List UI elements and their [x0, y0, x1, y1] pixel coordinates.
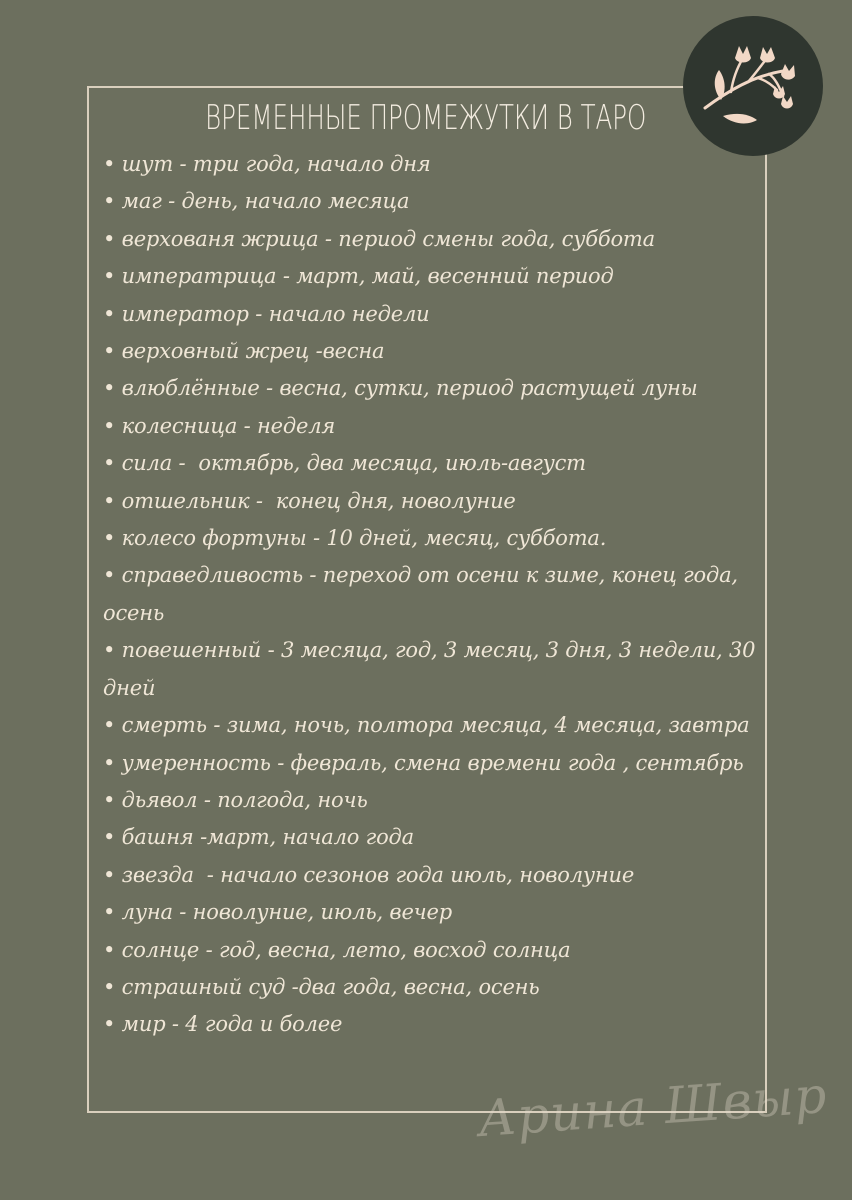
bullet: • — [103, 451, 116, 476]
list-item-text: солнце - год, весна, лето, восход солнца — [121, 937, 571, 962]
list-item — [103, 296, 783, 333]
list-item-text: верхованя жрица - период смены года, суббота — [121, 226, 655, 251]
list-item-text: звезда - начало сезонов года июль, новолуние — [121, 862, 635, 887]
list-item — [103, 370, 783, 407]
list-item — [103, 557, 783, 632]
page-title: ВРЕМЕННЫЕ ПРОМЕЖУТКИ В ТАРО — [205, 98, 647, 138]
list-item — [103, 894, 783, 931]
list-item — [103, 146, 783, 183]
list-item — [103, 1006, 783, 1043]
list-item — [103, 221, 783, 258]
bullet: • — [103, 974, 116, 999]
bullet: • — [103, 862, 116, 887]
author-signature: Арина Швыр — [476, 1065, 830, 1149]
bullet: • — [103, 226, 116, 251]
list-item — [103, 782, 783, 819]
bullet: • — [103, 488, 116, 513]
bullet: • — [103, 900, 116, 925]
list-item-text: страшный суд -два года, весна, осень — [121, 974, 540, 999]
list-item-text: дьявол - полгода, ночь — [121, 787, 368, 812]
list-item-text: умеренность - февраль, смена времени года , сентябрь — [121, 750, 744, 775]
bullet: • — [103, 937, 116, 962]
list-item-text: повешенный - 3 месяца, год, 3 месяц, 3 дня, 3 недели, 30 дней — [103, 638, 762, 700]
list-item — [103, 969, 783, 1006]
list-item — [103, 819, 783, 856]
bullet: • — [103, 339, 116, 364]
list-item — [103, 258, 783, 295]
list-item — [103, 408, 783, 445]
list-item-text: маг - день, начало месяца — [121, 189, 410, 214]
bullet: • — [103, 264, 116, 289]
bullet: • — [103, 787, 116, 812]
bullet: • — [103, 189, 116, 214]
list-item — [103, 745, 783, 782]
list-item-text: мир - 4 года и более — [121, 1012, 343, 1037]
list-item-text: колесо фортуны - 10 дней, месяц, суббота. — [121, 526, 607, 551]
bullet: • — [103, 825, 116, 850]
list-item-text: луна - новолуние, июль, вечер — [121, 900, 453, 925]
list-item — [103, 333, 783, 370]
list-item-text: башня -март, начало года — [121, 825, 414, 850]
list-item-text: императрица - март, май, весенний период — [121, 264, 614, 289]
bullet: • — [103, 750, 116, 775]
list-item-text: справедливость - переход от осени к зиме, конец года, осень — [103, 563, 745, 625]
time-periods-list — [103, 146, 783, 1044]
list-item-text: отшельник - конец дня, новолуние — [121, 488, 516, 513]
bullet: • — [103, 152, 116, 176]
list-item-text: влюблённые - весна, сутки, период растущей луны — [121, 376, 698, 401]
bullet: • — [103, 413, 116, 438]
list-item — [103, 183, 783, 220]
list-item-text: колесница - неделя — [121, 413, 336, 438]
list-item — [103, 857, 783, 894]
list-item — [103, 445, 783, 482]
bullet: • — [103, 1012, 116, 1037]
list-item-text: сила - октябрь, два месяца, июль-август — [121, 451, 586, 476]
list-item — [103, 707, 783, 744]
list-item — [103, 632, 783, 707]
bullet: • — [103, 563, 116, 588]
list-item — [103, 520, 783, 557]
list-item — [103, 483, 783, 520]
bullet: • — [103, 638, 116, 663]
list-item-text: император - начало недели — [121, 301, 430, 326]
list-item-text: верховный жрец -весна — [121, 339, 385, 364]
bullet: • — [103, 376, 116, 401]
bullet: • — [103, 713, 116, 738]
bullet: • — [103, 526, 116, 551]
list-item — [103, 932, 783, 969]
bullet: • — [103, 301, 116, 326]
list-item-text: шут - три года, начало дня — [121, 152, 431, 176]
list-item-text: смерть - зима, ночь, полтора месяца, 4 месяца, завтра — [121, 713, 750, 738]
